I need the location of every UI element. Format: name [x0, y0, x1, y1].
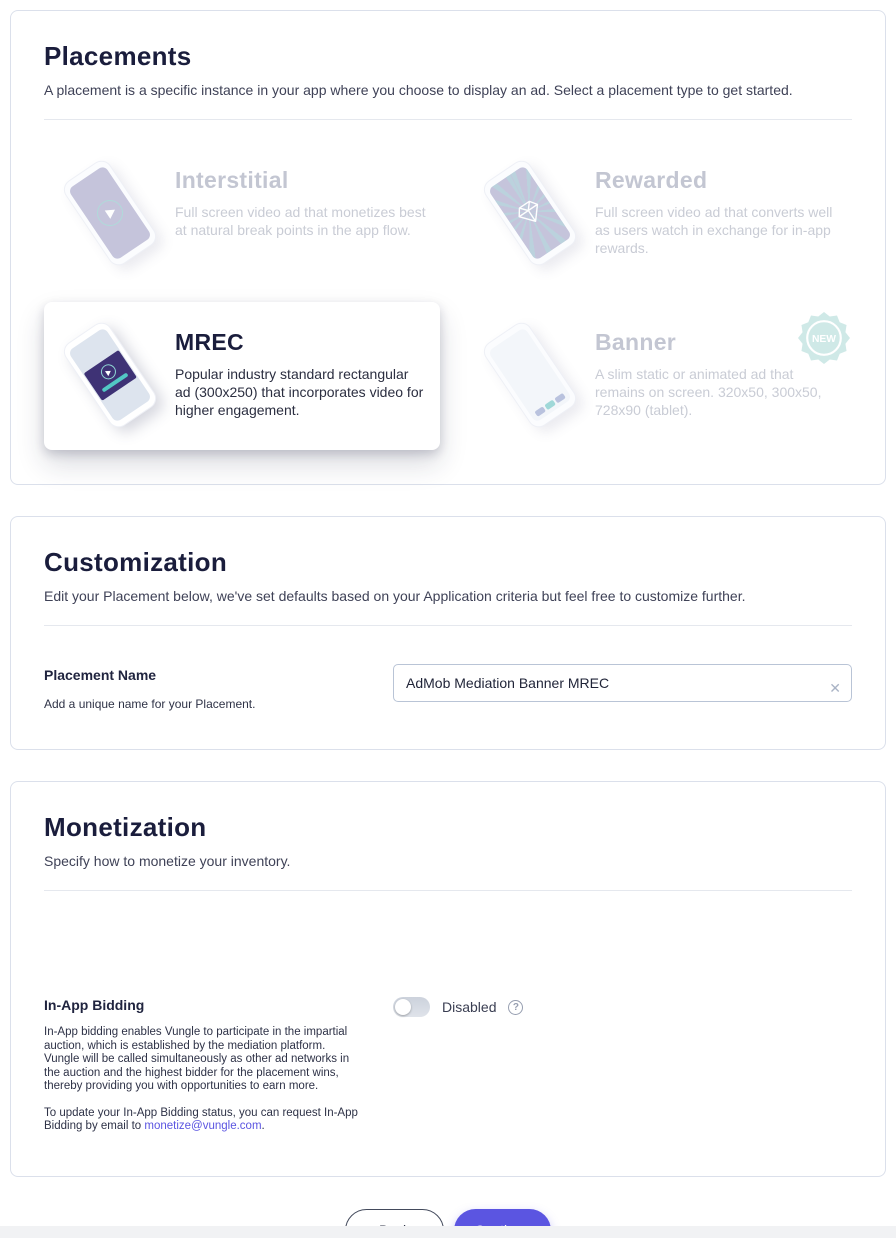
monetization-card: [10, 781, 886, 1177]
monetization-subtitle: Specify how to monetize your inventory.: [44, 853, 291, 869]
customization-title: Customization: [44, 547, 228, 577]
in-app-bidding-note: To update your In-App Bidding status, you can request In-App Bidding by email to monetize@vungle.com.: [44, 1106, 358, 1132]
placement-name-helper: Add a unique name for your Placement.: [44, 697, 256, 711]
placements-title: Placements: [44, 41, 192, 71]
mrec-ad-icon: [83, 350, 136, 401]
placement-type-rewarded[interactable]: [464, 140, 852, 288]
placements-card: [10, 10, 886, 485]
tile-description: A slim static or animated ad that remains on screen. 320x50, 300x50, 728x90 (tablet).: [595, 366, 822, 418]
customization-card: [10, 516, 886, 750]
tile-description: Full screen video ad that converts well as users watch in exchange for in-app rewards.: [595, 204, 833, 256]
tile-title: Interstitial: [175, 167, 289, 193]
in-app-bidding-row: [44, 997, 852, 1176]
clear-input-icon[interactable]: ✕: [829, 679, 841, 696]
toggle-knob: [395, 999, 411, 1015]
play-icon: [92, 195, 128, 231]
divider: [44, 625, 852, 626]
tile-title: Banner: [595, 329, 677, 355]
in-app-bidding-description: In-App bidding enables Vungle to participate in the impartial auction, which is established by the mediation platform. Vungle will be called simultaneously as other ad networks in the auction and the highest bidder for the placement wins, thereby providing you with opportunities to earn more.: [44, 1026, 350, 1092]
rewarded-phone-icon: [477, 155, 595, 273]
placement-type-grid: [44, 140, 852, 484]
placement-type-interstitial[interactable]: [44, 140, 440, 288]
placement-name-row: [44, 664, 852, 749]
tile-title: MREC: [175, 329, 244, 355]
banner-ad-icon: [534, 393, 566, 417]
tile-description: Popular industry standard rectangular ad (300x250) that incorporates video for higher engagement.: [175, 366, 424, 418]
customization-subtitle: Edit your Placement below, we've set defaults based on your Application criteria but feel free to customize further.: [44, 588, 746, 604]
in-app-bidding-label: In-App Bidding: [44, 997, 145, 1013]
interstitial-phone-icon: [57, 155, 175, 273]
tile-title: Rewarded: [595, 167, 708, 193]
bottom-strip: [0, 1226, 896, 1238]
monetize-email-link[interactable]: monetize@vungle.com: [144, 1120, 262, 1132]
divider: [44, 890, 852, 891]
tile-description: Full screen video ad that monetizes best at natural break points in the app flow.: [175, 204, 426, 238]
banner-phone-icon: [477, 317, 595, 435]
help-icon[interactable]: ?: [508, 1000, 523, 1015]
divider: [44, 119, 852, 120]
mrec-phone-icon: [57, 317, 175, 435]
toggle-state-label: Disabled: [442, 999, 497, 1015]
placement-name-label: Placement Name: [44, 667, 157, 683]
new-badge: [798, 312, 850, 364]
diamond-icon: [514, 197, 546, 229]
placement-type-banner[interactable]: [464, 302, 852, 450]
placement-type-mrec[interactable]: [44, 302, 440, 450]
placements-subtitle: A placement is a specific instance in your app where you choose to display an ad. Select a placement type to get started.: [44, 82, 793, 98]
svg-text:NEW: NEW: [812, 333, 836, 345]
in-app-bidding-toggle[interactable]: [393, 997, 430, 1017]
placement-name-input[interactable]: [393, 664, 852, 702]
monetization-title: Monetization: [44, 812, 207, 842]
